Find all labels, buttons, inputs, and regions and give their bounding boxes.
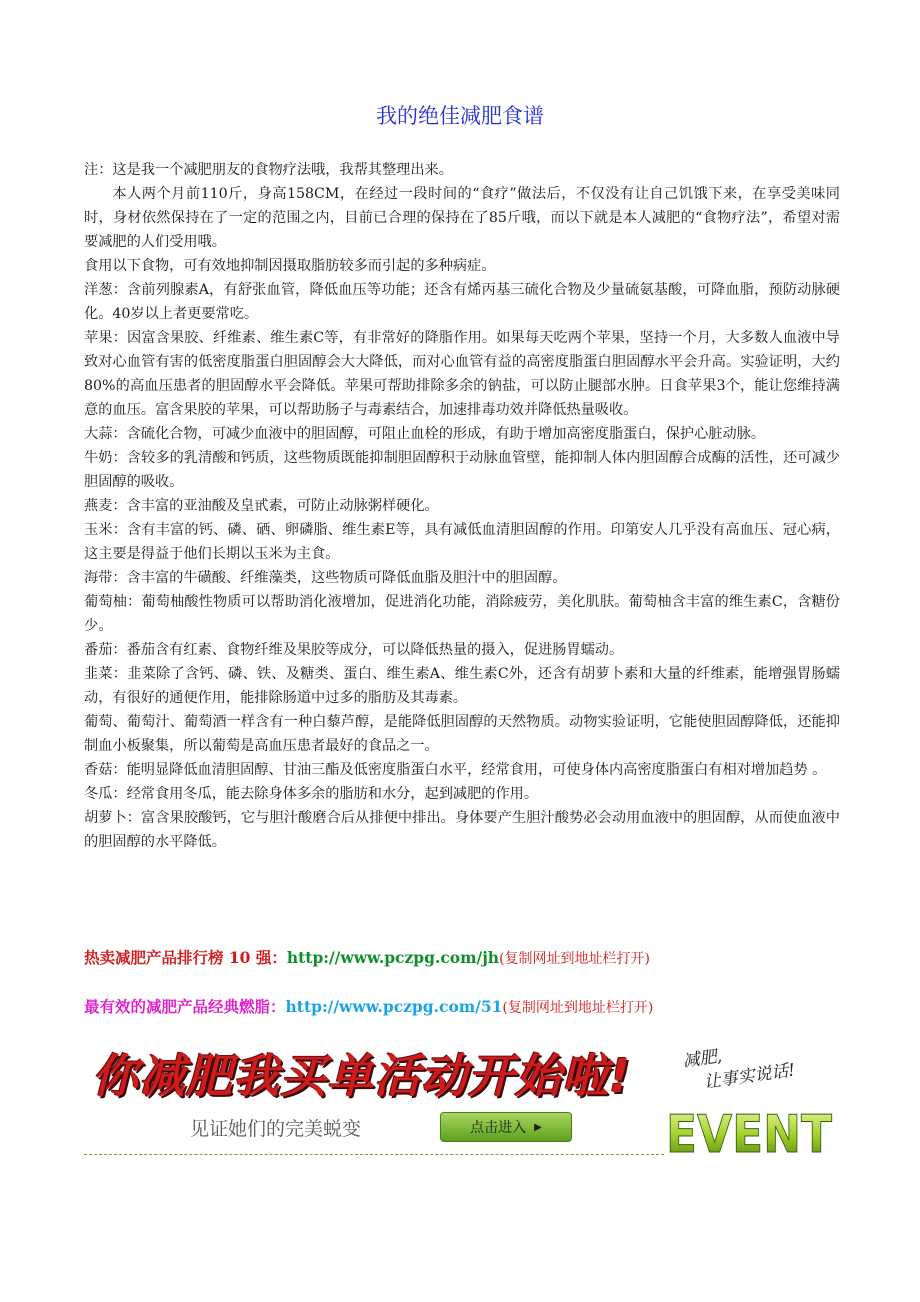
- promo-note: (复制网址到地址栏打开): [499, 951, 651, 967]
- promo-link[interactable]: http://www.pczpg.com/51: [285, 997, 503, 1016]
- paragraph: 洋葱：含前列腺素A，有舒张血管，降低血压等功能；还含有烯丙基三硫化合物及少量硫氨基酸，可降血脂，预防动脉硬化。40岁以上者更要常吃。: [84, 282, 840, 322]
- paragraph: 食用以下食物，可有效地抑制因摄取脂肪较多而引起的多种病症。: [84, 258, 496, 274]
- paragraph: 香菇：能明显降低血清胆固醇、甘油三酯及低密度脂蛋白水平，经常食用，可使身体内高密度脂蛋白有相对增加趋势 。: [84, 762, 827, 778]
- enter-button-label: 点击进入: [470, 1120, 527, 1136]
- promo-line-fatburn: [84, 995, 653, 1017]
- promo-line-top10: [84, 946, 650, 968]
- paragraph: 冬瓜：经常食用冬瓜，能去除身体多余的脂肪和水分，起到减肥的作用。: [84, 786, 539, 802]
- paragraph: 海带：含丰富的牛磺酸、纤维藻类，这些物质可降低血脂及胆汁中的胆固醇。: [84, 570, 567, 586]
- slogan-line: 让事实说话!: [702, 1060, 797, 1093]
- paragraph: 本人两个月前110斤，身高158CM，在经过一段时间的“食疗”做法后，不仅没有让自己饥饿下来，在享受美味同时，身材依然保持在了一定的范围之内，目前已合理的保持在了85斤哦，而以下就是本人减肥的“食物疗法”，希望对需要减肥的人们受用哦。: [84, 186, 840, 250]
- paragraph: 葡萄柚：葡萄柚酸性物质可以帮助消化液增加，促进消化功能，消除疲劳，美化肌肤。葡萄柚含丰富的维生素C，含糖份少。: [84, 594, 840, 634]
- paragraph: 注：这是我一个减肥朋友的食物疗法哦，我帮其整理出来。: [84, 162, 453, 178]
- slogan-line: 减肥,: [681, 1046, 724, 1072]
- paragraph: 胡萝卜：富含果胶酸钙，它与胆汁酸磨合后从排便中排出。身体要产生胆汁酸势必会动用血液中的胆固醇，从而使血液中的胆固醇的水平降低。: [84, 810, 840, 850]
- page-title: 我的绝佳减肥食谱: [376, 104, 544, 128]
- promo-label: 最有效的减肥产品经典燃脂：: [84, 997, 286, 1016]
- paragraph: 玉米：含有丰富的钙、磷、硒、卵磷脂、维生素E等，具有减低血清胆固醇的作用。印第安人几乎没有高血压、冠心病，这主要是得益于他们长期以玉米为主食。: [84, 522, 840, 562]
- banner-subtitle: 见证她们的完美蜕变: [190, 1118, 362, 1140]
- article-body: [84, 158, 840, 854]
- paragraph: 牛奶：含较多的乳清酸和钙质，这些物质既能抑制胆固醇积于动脉血管壁，能抑制人体内胆固醇合成酶的活性，还可减少胆固醇的吸收。: [84, 450, 840, 490]
- promo-link[interactable]: http://www.pczpg.com/jh: [286, 948, 500, 967]
- banner-headline: 你减肥我买单活动开始啦!: [92, 1049, 631, 1103]
- banner-handwritten-slogan: [681, 1035, 796, 1098]
- paragraph: 苹果：因富含果胶、纤维素、维生素C等，有非常好的降脂作用。如果每天吃两个苹果，坚持一个月，大多数人血液中导致对心血管有害的低密度脂蛋白胆固醇会大大降低，而对心血管有益的高密度脂蛋白胆固醇水平会升高。实验证明，大约80%的高血压患者的胆固醇水平会降低。苹果可帮助排除多余的钠盐，可以防止腿部水肿。日食苹果3个，能让您维持满意的血压。富含果胶的苹果，可以帮助肠子与毒素结合，加速排毒功效并降低热量吸收。: [84, 330, 840, 418]
- paragraph: 番茄：番茄含有红素、食物纤维及果胶等成分，可以降低热量的摄入，促进肠胃蠕动。: [84, 642, 624, 658]
- paragraph: 葡萄、葡萄汁、葡萄酒一样含有一种白藜芦醇，是能降低胆固醇的天然物质。动物实验证明，它能使胆固醇降低，还能抑制血小板聚集，所以葡萄是高血压患者最好的食品之一。: [84, 714, 840, 754]
- event-logo-text: EVENT: [666, 1105, 833, 1165]
- paragraph: 大蒜：含硫化合物，可减少血液中的胆固醇，可阻止血栓的形成，有助于增加高密度脂蛋白，保护心脏动脉。: [84, 426, 766, 442]
- banner-divider: [84, 1154, 664, 1155]
- play-arrow-icon: ▶: [534, 1121, 542, 1133]
- promo-note: (复制网址到地址栏打开): [502, 1000, 654, 1016]
- paragraph: 韭菜：韭菜除了含钙、磷、铁、及糖类、蛋白、维生素A、维生素C外，还含有胡萝卜素和大量的纤维素，能增强胃肠蠕动，有很好的通便作用，能排除肠道中过多的脂肪及其毒素。: [84, 666, 840, 706]
- promo-label: 热卖减肥产品排行榜 10 强：: [84, 948, 287, 967]
- event-banner[interactable]: [84, 1030, 844, 1166]
- enter-button[interactable]: [440, 1112, 572, 1142]
- event-logo: [664, 1092, 834, 1165]
- paragraph: 燕麦：含丰富的亚油酸及皇甙素，可防止动脉粥样硬化。: [84, 498, 439, 514]
